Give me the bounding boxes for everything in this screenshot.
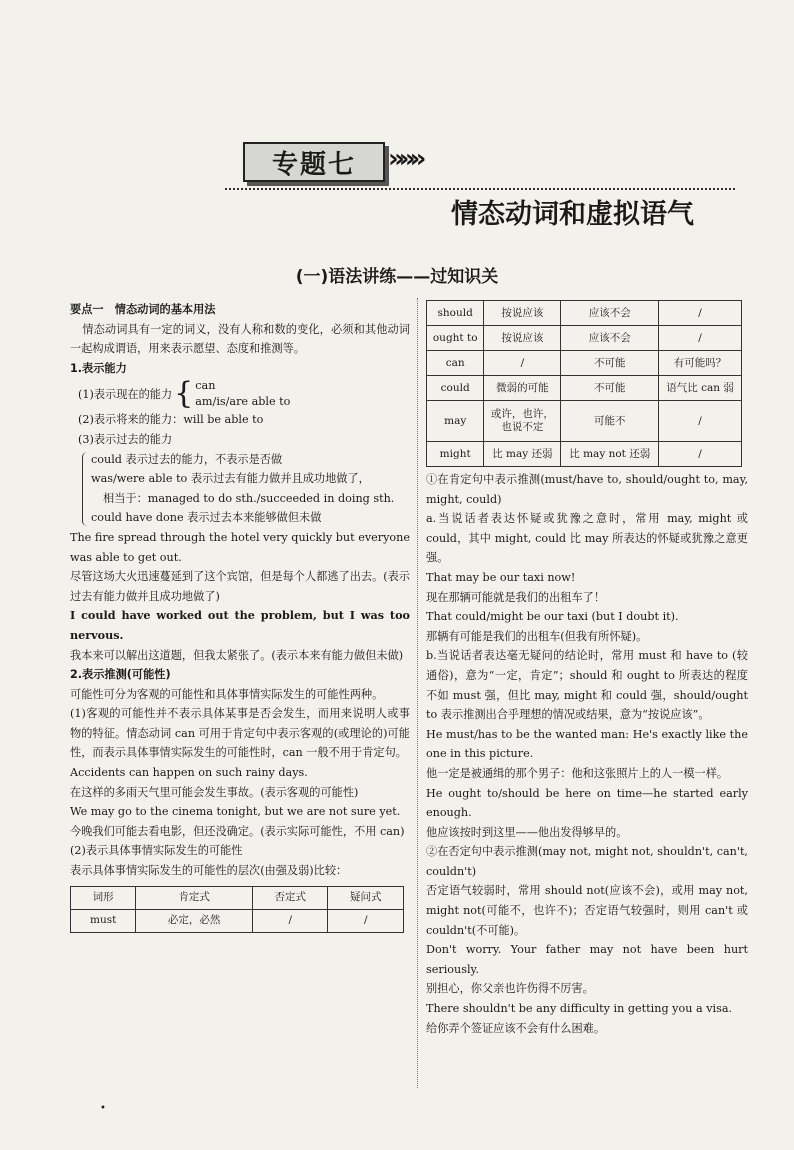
list-item: could 表示过去的能力，不表示是否做 [91, 452, 283, 466]
table-row [427, 326, 742, 351]
table-row [427, 301, 742, 326]
table-cell: 应该不会 [561, 301, 659, 326]
table-cell: can [427, 351, 484, 376]
table-cell: 不可能 [561, 376, 659, 401]
table-header-row [71, 886, 404, 909]
left-column [70, 300, 410, 933]
brace-icon [82, 452, 87, 526]
example-en: He must/has to be the wanted man: He's exactly like the one in this picture. [426, 727, 748, 761]
table-cell: 或许，也许，也说不定 [484, 401, 561, 442]
chapter-title: 情态动词和虚拟语气 [451, 199, 694, 230]
paragraph: a.当说话者表达怀疑或犹豫之意时，常用 may, might 或 could，其中 might, could 比 may 所表达的怀疑或犹豫之意更强。 [426, 512, 748, 565]
table-row [427, 376, 742, 401]
example-cn: 他应该按时到这里——他出发得够早的。 [426, 825, 628, 839]
table-header: 否定式 [253, 886, 328, 909]
table-cell: 不可能 [561, 351, 659, 376]
example-en: Don't worry. Your father may not have been hurt seriously. [426, 943, 748, 976]
table-row [427, 401, 742, 442]
intro-text: 情态动词具有一定的词义，没有人称和数的变化，必须和其他动词一起构成谓语，用来表示愿望、态度和推测等。 [70, 322, 410, 356]
table-cell: 有可能吗？ [659, 351, 742, 376]
modal-table-head [70, 886, 404, 933]
paragraph: (2)表示具体事情实际发生的可能性 [70, 844, 243, 858]
paragraph: ①在肯定句中表示推测(must/have to, should/ought to, may, might, could) [426, 473, 748, 506]
present-ability-options [195, 378, 290, 410]
table-cell: may [427, 401, 484, 442]
past-ability-list [70, 450, 410, 528]
example-en: He ought to/should be here on time—he started early enough. [426, 786, 748, 820]
table-cell: / [484, 351, 561, 376]
page-dot: • [100, 1103, 106, 1114]
table-row [427, 351, 742, 376]
section-heading: 1.表示能力 [70, 361, 127, 375]
modal-table-continued [426, 300, 742, 467]
example-cn: 他一定是被通缉的那个男子：他和这张照片上的人一模一样。 [426, 766, 729, 780]
example-en: I could have worked out the problem, but I was too nervous. [70, 608, 410, 642]
table-cell: 必定，必然 [136, 909, 253, 932]
example-cn: 给你弄个签证应该不会有什么困难。 [426, 1021, 606, 1035]
example-cn: 别担心，你父亲也许伤得不厉害。 [426, 982, 594, 996]
paragraph: 否定语气较弱时，常用 should not(应该不会)，或用 may not, might not(可能不，也许不)；否定语气较强时，则用 can't 或 couldn't(不可能)。 [426, 884, 748, 937]
example-en: There shouldn't be any difficulty in getting you a visa. [426, 1002, 733, 1016]
example-cn: 现在那辆可能就是我们的出租车了！ [426, 590, 606, 604]
chapter-label [243, 142, 385, 182]
right-column [426, 470, 748, 1038]
table-header: 疑问式 [328, 886, 404, 909]
example-en: We may go to the cinema tonight, but we are not sure yet. [70, 805, 401, 819]
table-cell: / [659, 401, 742, 442]
table-cell: 语气比 can 弱 [659, 376, 742, 401]
table-cell: 可能不 [561, 401, 659, 442]
paragraph: ②在否定句中表示推测(may not, might not, shouldn't, can't, couldn't) [426, 845, 748, 878]
example-cn: 我本来可以解出这道题，但我太紧张了。(表示本来有能力做但未做) [70, 648, 404, 662]
paragraph: 可能性可分为客观的可能性和具体事情实际发生的可能性两种。 [70, 687, 384, 701]
table-cell: 比 may 还弱 [484, 442, 561, 467]
table-cell: 比 may not 还弱 [561, 442, 659, 467]
table-cell: / [659, 326, 742, 351]
table-cell: 按说应该 [484, 301, 561, 326]
table-cell: 应该不会 [561, 326, 659, 351]
table-cell: should [427, 301, 484, 326]
table-cell: might [427, 442, 484, 467]
present-ability-label: (1)表示现在的能力 [78, 387, 173, 401]
list-item: could have done 表示过去本来能够做但未做 [91, 511, 322, 525]
paragraph: b.当说话者表达毫无疑问的结论时，常用 must 和 have to (较通俗)，意为“一定，肯定”；should 和 ought to 所表达的程度不如 must 强，但比 may, might 和 could 强，should/ought to 表示推测出合乎理想的情况或结果，意为“按说应该”。 [426, 649, 748, 722]
point-title: 要点一 情态动词的基本用法 [70, 303, 216, 316]
example-en: That could/might be our taxi (but I doubt it). [426, 610, 679, 624]
chevron-right-icon: »»» [388, 144, 421, 174]
table-row [427, 442, 742, 467]
list-item: 相当于：managed to do sth./succeeded in doing sth. [103, 491, 395, 505]
section-title: (一)语法讲练——过知识关 [295, 267, 499, 287]
example-cn: 尽管这场大火迅速蔓延到了这个宾馆，但是每个人都逃了出去。(表示过去有能力做并且成功地做了) [70, 570, 410, 603]
example-en: Accidents can happen on such rainy days. [70, 766, 308, 780]
table-row [71, 909, 404, 932]
past-ability: (3)表示过去的能力 [78, 432, 173, 446]
present-ability [70, 378, 410, 410]
table-cell: / [659, 301, 742, 326]
table-cell: 微弱的可能 [484, 376, 561, 401]
table-cell: / [253, 909, 328, 932]
section-heading: 2.表示推测(可能性) [70, 668, 171, 682]
paragraph: 表示具体事情实际发生的可能性的层次(由强及弱)比较： [70, 864, 348, 878]
column-divider [417, 298, 418, 1088]
example-cn: 今晚我们可能去看电影，但还没确定。(表示实际可能性，不用 can) [70, 824, 405, 838]
table-cell: must [71, 909, 136, 932]
paragraph: (1)客观的可能性并不表示具体某事是否会发生，而用来说明人或事物的特征。情态动词 can 可用于肯定句中表示客观的(或理论的)可能性，而表示具体事情实际发生的可能性时，can 一般不用于肯定句。 [70, 707, 410, 760]
table-cell: could [427, 376, 484, 401]
option-can: can [195, 379, 216, 393]
example-en: The fire spread through the hotel very quickly but everyone was able to get out. [70, 530, 410, 564]
dotted-divider [225, 188, 735, 190]
example-cn: 在这样的多雨天气里可能会发生事故。(表示客观的可能性) [70, 785, 359, 799]
table-cell: / [328, 909, 404, 932]
example-cn: 那辆有可能是我们的出租车(但我有所怀疑)。 [426, 629, 648, 643]
chapter-label-text: 专题七 [271, 149, 356, 180]
example-en: That may be our taxi now! [426, 570, 576, 584]
table-header: 词形 [71, 886, 136, 909]
table-cell: / [659, 442, 742, 467]
brace-icon: { [174, 376, 194, 412]
table-cell: ought to [427, 326, 484, 351]
table-header: 肯定式 [136, 886, 253, 909]
future-ability: (2)表示将来的能力：will be able to [78, 413, 264, 427]
table-cell: 按说应该 [484, 326, 561, 351]
option-able: am/is/are able to [195, 395, 291, 409]
list-item: was/were able to 表示过去有能力做并且成功地做了， [91, 472, 370, 486]
